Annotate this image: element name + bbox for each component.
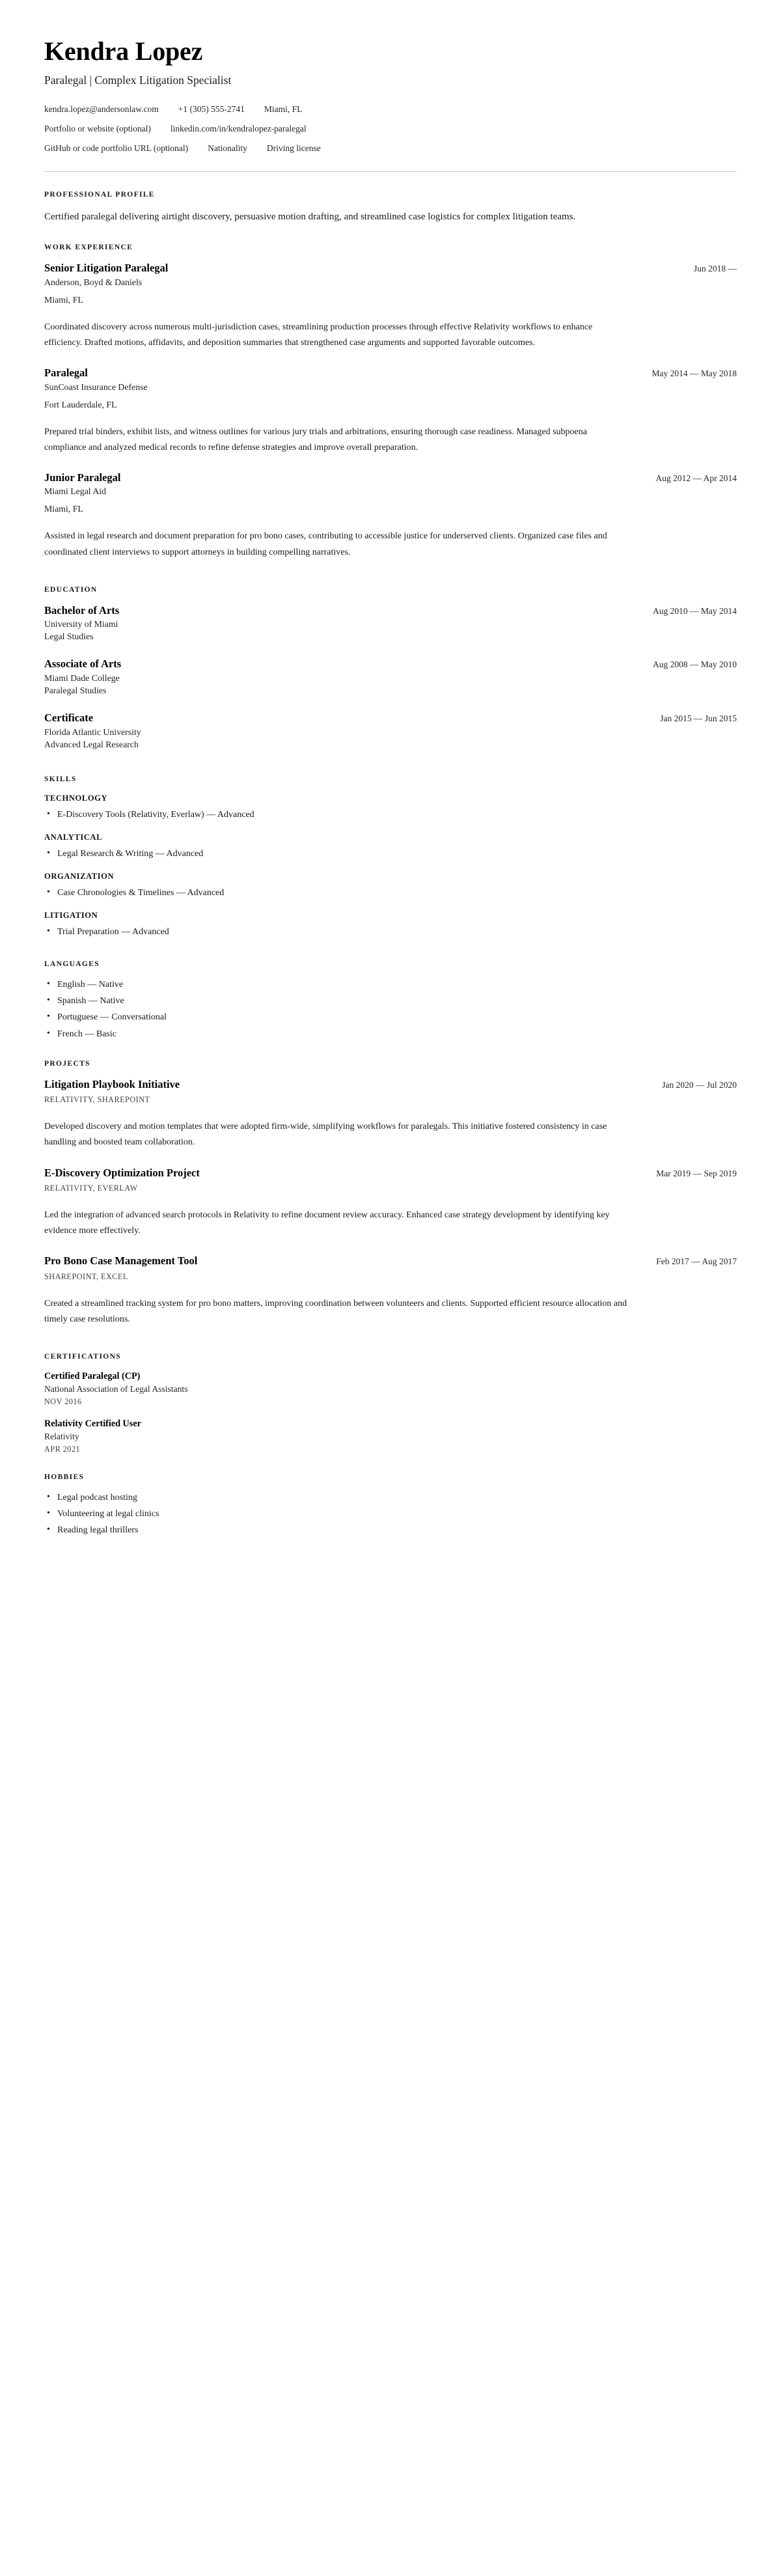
skill-group-analytical xyxy=(44,833,737,861)
project-date: Feb 2017 — Aug 2017 xyxy=(656,1256,737,1267)
education-school: Miami Dade College xyxy=(44,672,120,683)
contact-phone[interactable]: +1 (305) 555-2741 xyxy=(178,104,245,114)
section-professional-profile xyxy=(44,172,737,225)
certification-date: NOV 2016 xyxy=(44,1397,82,1407)
work-company: Miami Legal Aid xyxy=(44,486,107,497)
work-role: Paralegal xyxy=(44,367,88,380)
section-skills xyxy=(44,756,737,939)
skill-list xyxy=(44,848,737,861)
work-entry xyxy=(44,471,737,561)
section-languages xyxy=(44,941,737,1041)
skill-group-litigation xyxy=(44,911,737,939)
language-item: • English — Native xyxy=(44,978,737,991)
project-description: Developed discovery and motion templates that were adopted firm-wide, simplifying workflows for paralegals. This initiative fostered consistency in case handling and boosted team collaboration. xyxy=(44,1122,607,1148)
work-description: Coordinated discovery across numerous multi-jurisdiction cases, streamlining production processes through effective Relativity workflows to enhance efficiency. Drafted motions, affidavits, and deposition summaries that strengthened case arguments and supported favorable outcomes. xyxy=(44,322,593,348)
section-work-experience xyxy=(44,225,737,560)
certification-entry xyxy=(44,1371,737,1407)
work-role: Senior Litigation Paralegal xyxy=(44,262,169,275)
skill-item: • E-Discovery Tools (Relativity, Everlaw) — Advanced xyxy=(44,809,737,822)
project-name: Pro Bono Case Management Tool xyxy=(44,1254,198,1267)
certification-entry xyxy=(44,1419,737,1454)
contact-driving-license: Driving license xyxy=(266,143,321,153)
skill-group-label: LITIGATION xyxy=(44,910,98,920)
section-heading: EDUCATION xyxy=(44,585,98,594)
work-date: Aug 2012 — Apr 2014 xyxy=(655,473,737,483)
project-date: Jan 2020 — Jul 2020 xyxy=(662,1079,737,1090)
work-company: SunCoast Insurance Defense xyxy=(44,381,148,392)
project-entry-head xyxy=(44,1254,737,1268)
work-entry-head xyxy=(44,471,737,485)
contact-row-links xyxy=(44,124,737,134)
section-heading: HOBBIES xyxy=(44,1473,85,1482)
skill-group-label: ORGANIZATION xyxy=(44,871,115,881)
project-description: Created a streamlined tracking system for pro bono matters, improving coordination between volunteers and clients. Supported efficient resource allocation and timely case resolutions. xyxy=(44,1298,627,1325)
language-item: • Portuguese — Conversational xyxy=(44,1011,737,1024)
section-heading: LANGUAGES xyxy=(44,960,100,969)
skill-group-label: TECHNOLOGY xyxy=(44,793,108,803)
skill-list xyxy=(44,809,737,822)
education-field: Advanced Legal Research xyxy=(44,739,139,749)
skill-item: • Case Chronologies & Timelines — Advanced xyxy=(44,887,737,900)
project-tech: RELATIVITY, EVERLAW xyxy=(44,1184,138,1193)
education-entry xyxy=(44,712,737,750)
education-school: University of Miami xyxy=(44,619,118,630)
candidate-name: Kendra Lopez xyxy=(44,36,203,66)
language-item: • Spanish — Native xyxy=(44,995,737,1008)
education-entry-head xyxy=(44,712,737,725)
work-description: Prepared trial binders, exhibit lists, and witness outlines for various jury trials and arbitrations, ensuring thorough case readiness. Managed subpoena compliance and analyzed medical records to refine defense strategies and improve overall preparation. xyxy=(44,426,587,452)
certification-issuer: Relativity xyxy=(44,1432,79,1442)
work-entry xyxy=(44,367,737,456)
hobby-item: • Reading legal thrillers xyxy=(44,1524,737,1537)
education-degree: Associate of Arts xyxy=(44,658,122,671)
work-location: Fort Lauderdale, FL xyxy=(44,399,117,409)
contact-row-primary xyxy=(44,104,737,115)
education-school: Florida Atlantic University xyxy=(44,727,141,737)
certification-date: APR 2021 xyxy=(44,1445,81,1454)
contact-location: Miami, FL xyxy=(264,104,303,114)
project-date: Mar 2019 — Sep 2019 xyxy=(656,1168,737,1178)
skill-item: • Legal Research & Writing — Advanced xyxy=(44,848,737,861)
profile-summary: Certified paralegal delivering airtight discovery, persuasive motion drafting, and streamlined case logistics for complex litigation teams. xyxy=(44,212,576,222)
skill-group-organization xyxy=(44,872,737,900)
language-list xyxy=(44,978,737,1041)
project-description: Led the integration of advanced search protocols in Relativity to refine document review accuracy. Enhanced case strategy development by identifying key evidence more effectively. xyxy=(44,1210,610,1236)
section-heading: PROFESSIONAL PROFILE xyxy=(44,191,155,199)
education-degree: Bachelor of Arts xyxy=(44,603,120,616)
hobby-item: • Volunteering at legal clinics xyxy=(44,1508,737,1521)
project-entry xyxy=(44,1254,737,1327)
contact-nationality: Nationality xyxy=(208,143,247,153)
work-company: Anderson, Boyd & Daniels xyxy=(44,277,143,287)
project-name: E-Discovery Optimization Project xyxy=(44,1166,200,1179)
education-entry xyxy=(44,658,737,696)
hobby-item: • Legal podcast hosting xyxy=(44,1491,737,1504)
project-entry xyxy=(44,1078,737,1151)
work-entry xyxy=(44,262,737,351)
work-location: Miami, FL xyxy=(44,504,83,514)
section-education xyxy=(44,567,737,750)
work-date: Jun 2018 — xyxy=(693,264,737,274)
skill-group-label: ANALYTICAL xyxy=(44,832,103,842)
section-heading: PROJECTS xyxy=(44,1059,90,1068)
education-entry-head xyxy=(44,658,737,671)
education-entry-head xyxy=(44,604,737,618)
work-description: Assisted in legal research and document preparation for pro bono cases, contributing to accessible justice for underserved clients. Organized case files and coordinated client interviews to support attorneys in building compelling narratives. xyxy=(44,531,607,557)
skill-item: • Trial Preparation — Advanced xyxy=(44,926,737,939)
skill-list xyxy=(44,887,737,900)
hobby-list xyxy=(44,1491,737,1537)
section-certifications xyxy=(44,1334,737,1454)
education-degree: Certificate xyxy=(44,711,94,724)
section-projects xyxy=(44,1041,737,1327)
education-field: Legal Studies xyxy=(44,631,94,642)
certification-name: Relativity Certified User xyxy=(44,1419,141,1430)
project-entry-head xyxy=(44,1078,737,1092)
certification-name: Certified Paralegal (CP) xyxy=(44,1371,141,1382)
project-tech: SHAREPOINT, EXCEL xyxy=(44,1271,128,1281)
work-date: May 2014 — May 2018 xyxy=(651,368,737,379)
project-entry xyxy=(44,1167,737,1240)
education-date: Aug 2010 — May 2014 xyxy=(653,605,737,616)
education-date: Jan 2015 — Jun 2015 xyxy=(660,713,737,723)
project-name: Litigation Playbook Initiative xyxy=(44,1077,180,1090)
contact-row-extra xyxy=(44,143,737,154)
section-heading: WORK EXPERIENCE xyxy=(44,243,133,252)
contact-portfolio[interactable]: Portfolio or website (optional) xyxy=(44,124,151,133)
work-entry-head xyxy=(44,262,737,275)
work-location: Miami, FL xyxy=(44,294,83,305)
education-entry xyxy=(44,604,737,643)
project-tech: RELATIVITY, SHAREPOINT xyxy=(44,1095,150,1105)
resume-header xyxy=(44,38,737,154)
work-entry-head xyxy=(44,367,737,380)
section-hobbies xyxy=(44,1454,737,1537)
section-heading: CERTIFICATIONS xyxy=(44,1353,121,1361)
skill-list xyxy=(44,926,737,939)
contact-linkedin[interactable]: linkedin.com/in/kendralopez-paralegal xyxy=(170,124,307,133)
work-role: Junior Paralegal xyxy=(44,471,121,484)
contact-github[interactable]: GitHub or code portfolio URL (optional) xyxy=(44,143,189,153)
project-entry-head xyxy=(44,1167,737,1180)
language-item: • French — Basic xyxy=(44,1028,737,1041)
certification-issuer: National Association of Legal Assistants xyxy=(44,1384,188,1394)
skill-group-technology xyxy=(44,794,737,822)
education-field: Paralegal Studies xyxy=(44,685,107,695)
contact-email[interactable]: kendra.lopez@andersonlaw.com xyxy=(44,104,159,114)
education-date: Aug 2008 — May 2010 xyxy=(653,659,737,670)
candidate-headline: Paralegal | Complex Litigation Specialist xyxy=(44,74,232,87)
section-heading: SKILLS xyxy=(44,775,77,783)
